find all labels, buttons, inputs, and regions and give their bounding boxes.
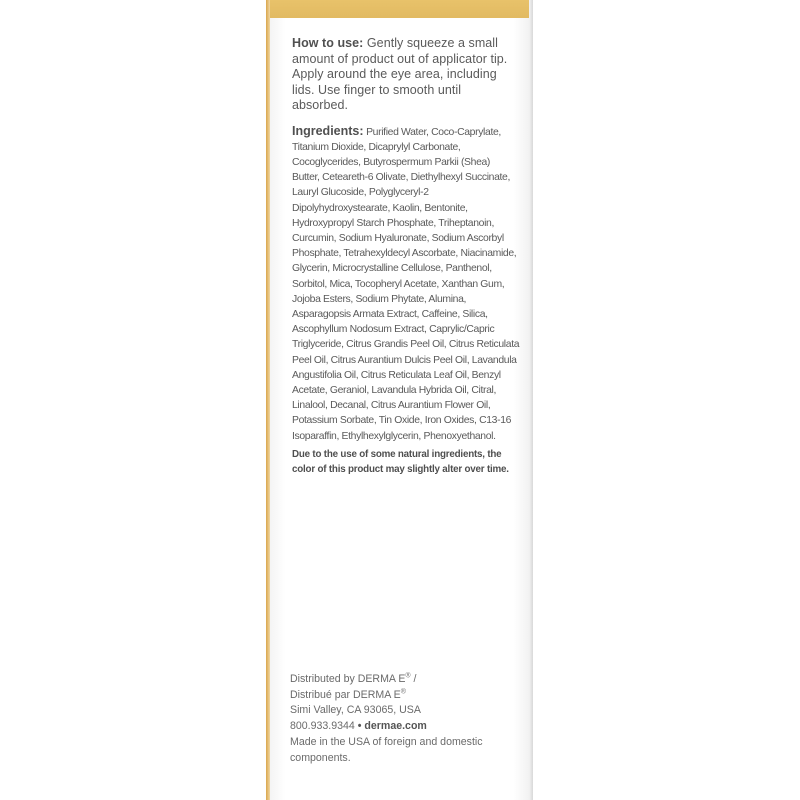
contact-line	[290, 719, 520, 735]
box-right-edge	[529, 0, 533, 800]
registered-mark: ®	[405, 672, 411, 680]
label-content	[292, 36, 520, 477]
bullet-separator: •	[354, 720, 365, 733]
separator-slash: /	[410, 673, 417, 685]
registered-mark: ®	[400, 688, 406, 696]
distributor-info	[290, 672, 520, 766]
address-line: Simi Valley, CA 93065, USA	[290, 704, 421, 717]
natural-ingredients-note: Due to the use of some natural ingredients, the color of this product may slightly alter over time.	[292, 448, 509, 475]
website-text: dermae.com	[364, 720, 427, 733]
how-to-use-section	[292, 36, 520, 114]
how-to-use-text: Gently squeeze a small amount of product out of applicator tip. Apply around the eye area, including lids. Use finger to smooth until absorbed.	[292, 36, 508, 112]
ingredients-text: Purified Water, Coco-Caprylate, Titanium Dioxide, Dicaprylyl Carbonate, Cocoglycerides, Butyrospermum Parkii (Shea) Butter, Ceteareth-6 Olivate, Diethylhexyl Succinate, Lauryl Glucoside, Polyglyceryl-2 Dipolyhydroxystearate, Kaolin, Bentonite, Hydroxypropyl Starch Phosphate, Triheptanoin, Curcumin, Sodium Hyaluronate, Sodium Ascorbyl Phosphate, Tetrahexyldecyl Ascorbate, Niacinamide, Glycerin, Microcrystalline Cellulose, Panthenol, Sorbitol, Mica, Tocopheryl Acetate, Xanthan Gum, Jojoba Esters, Sodium Phytate, Alumina, Asparagopsis Armata Extract, Caffeine, Silica, Ascophyllum Nodosum Extract, Caprylic/Capric Triglyceride, Citrus Grandis Peel Oil, Citrus Reticulata Peel Oil, Citrus Aurantium Dulcis Peel Oil, Lavandula Angustifolia Oil, Citrus Reticulata Leaf Oil, Benzyl Acetate, Geraniol, Lavandula Hybrida Oil, Citral, Linalool, Decanal, Citrus Aurantium Flower Oil, Potassium Sorbate, Tin Oxide, Iron Oxides, C13-16 Isoparaffin, Ethylhexylglycerin, Phenoxyethanol.	[292, 126, 520, 442]
box-side-panel	[270, 18, 529, 800]
phone-number: 800.933.9344	[290, 720, 355, 733]
distributed-fr-text: Distribué par DERMA E	[290, 688, 401, 701]
ingredients-section	[292, 124, 520, 444]
how-to-use-label: How to use:	[292, 36, 364, 50]
distributed-fr-line	[290, 688, 520, 704]
made-in-line: Made in the USA of foreign and domestic components.	[290, 735, 483, 764]
ingredients-label: Ingredients:	[292, 123, 364, 138]
distributed-en-text: Distributed by DERMA E	[290, 673, 406, 685]
distributed-en-line	[290, 672, 520, 688]
